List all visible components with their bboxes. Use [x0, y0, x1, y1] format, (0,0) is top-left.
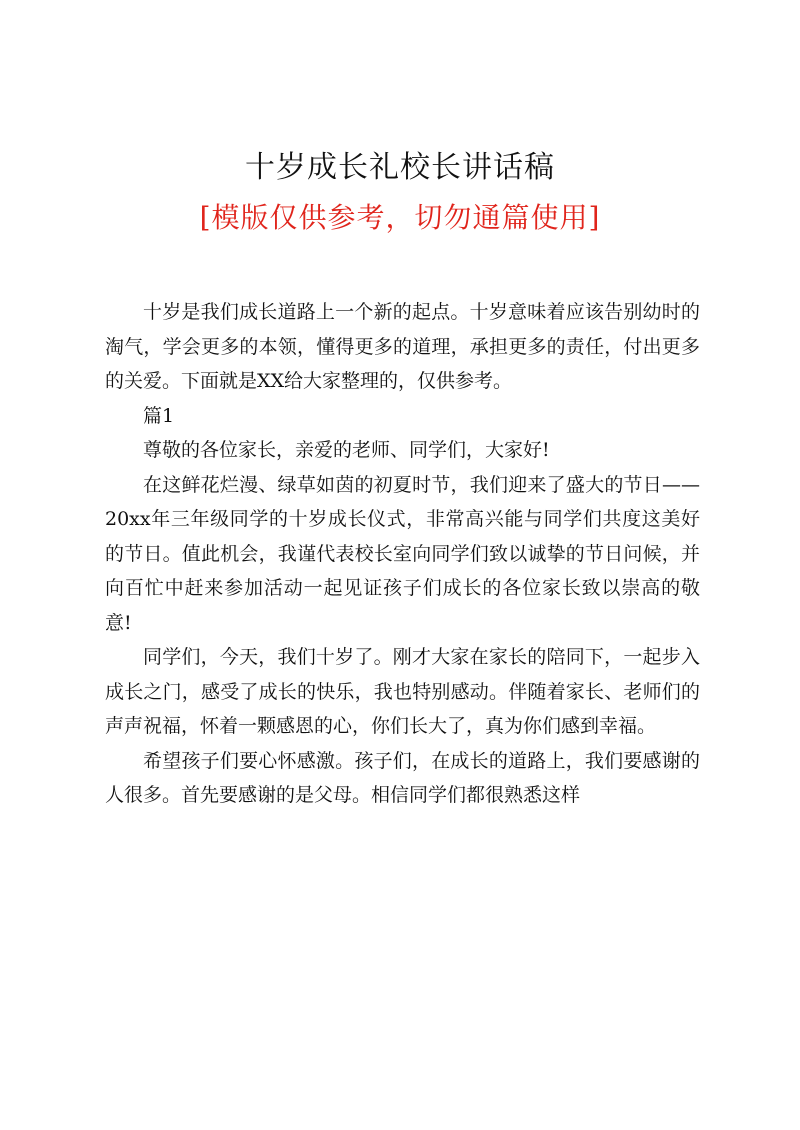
greeting-paragraph: 尊敬的各位家长，亲爱的老师、同学们，大家好!: [143, 439, 550, 461]
body-paragraph: 希望孩子们要心怀感激。孩子们，在成长的道路上，我们要感谢的人很多。首先要感谢的是父母。相信同学们都很熟悉这样: [105, 749, 700, 806]
intro-paragraph: 十岁是我们成长道路上一个新的起点。十岁意味着应该告别幼时的淘气，学会更多的本领，懂得更多的道理，承担更多的责任，付出更多的关爱。下面就是XX给大家整理的，仅供参考。: [105, 301, 700, 392]
template-disclaimer: [模版仅供参考，切勿通篇使用]: [199, 201, 601, 234]
body-paragraph: 在这鲜花烂漫、绿草如茵的初夏时节，我们迎来了盛大的节日——20xx年三年级同学的十岁成长仪式，非常高兴能与同学们共度这美好的节日。值此机会，我谨代表校长室向同学们致以诚挚的节日问候，并向百忙中赶来参加活动一起见证孩子们成长的各位家长致以崇高的敬意!: [105, 473, 700, 634]
body-paragraph: 同学们，今天，我们十岁了。刚才大家在家长的陪同下，一起步入成长之门，感受了成长的快乐，我也特别感动。伴随着家长、老师们的声声祝福，怀着一颗感恩的心，你们长大了，真为你们感到幸福。: [105, 646, 700, 737]
document-title: 十岁成长礼校长讲话稿: [245, 150, 555, 185]
speech-body: [105, 295, 700, 813]
section-heading: 篇1: [143, 404, 175, 427]
